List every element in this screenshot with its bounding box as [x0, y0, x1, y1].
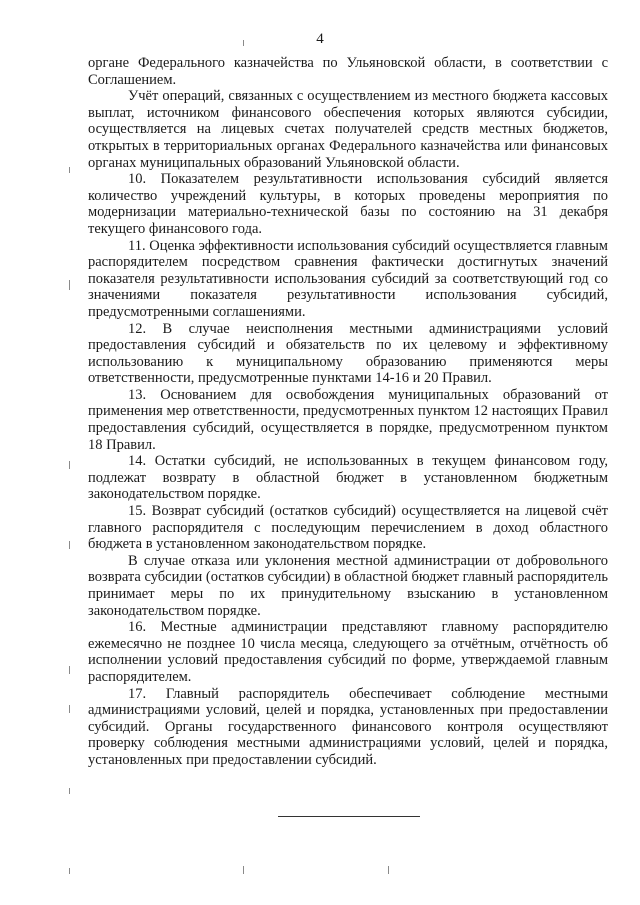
paragraph-cash-accounting: Учёт операций, связанных с осуществлением из местного бюджета кассовых выплат, источником финансового обеспечения которых являются субсидии, осуществляется на лицевых счетах получателей средств местных бюджетов, открытых в территориальных органах Федерального казначейства или финансовых органах муниципальных образований Ульяновской области. — [88, 88, 608, 171]
paragraph-refusal: В случае отказа или уклонения местной администрации от добровольного возврата субсидии (остатков субсидии) в областной бюджет главный распорядитель принимает меры по их принудительному взысканию в установленном законодательством порядке. — [88, 552, 608, 619]
paragraph-16: 16. Местные администрации представляют главному распорядителю ежемесячно не позднее 10 числа месяца, следующего за отчётным, отчётность об исполнении условий предоставления субсидий по форме, утверждаемой главным распорядителем. — [88, 619, 608, 685]
scan-mark — [69, 280, 70, 290]
paragraph-11: 11. Оценка эффективности использования субсидий осуществляется главным распорядителем посредством сравнения фактически достигнутых значений показателя результативности использования субсидий за соответствующий год со значениями показателя результативности использования субсидий, предусмотренными соглашениями. — [88, 237, 608, 320]
paragraph-10: 10. Показателем результативности использования субсидий является количество учреждений культуры, в которых проведены мероприятия по модернизации материально-технической базы по состоянию на 31 декабря текущего финансового года. — [88, 171, 608, 237]
paragraph-continuation: органе Федерального казначейства по Ульяновской области, в соответствии с Соглашением. — [88, 55, 608, 88]
scan-mark — [388, 866, 389, 874]
scan-mark — [243, 40, 244, 46]
scan-mark — [69, 541, 70, 549]
document-body — [88, 55, 608, 769]
page-number: 4 — [316, 31, 324, 47]
scan-mark — [243, 866, 244, 874]
paragraph-12: 12. В случае неисполнения местными администрациями условий предоставления субсидий и обязательств по их целевому и эффективному использованию к муниципальному образованию применяются меры ответственности, предусмотренные пунктами 14-16 и 20 Правил. — [88, 320, 608, 387]
paragraph-15: 15. Возврат субсидий (остатков субсидий) осуществляется на лицевой счёт главного распорядителя с последующим перечислением в доход областного бюджета в установленном законодательством порядке. — [88, 503, 608, 553]
scan-mark — [69, 167, 70, 173]
closing-rule — [278, 816, 420, 817]
paragraph-14: 14. Остатки субсидий, не использованных в текущем финансовом году, подлежат возврату в областной бюджет в установленном бюджетным законодательством порядке. — [88, 453, 608, 503]
scan-mark — [69, 788, 70, 794]
scan-mark — [69, 666, 70, 674]
paragraph-13: 13. Основанием для освобождения муниципальных образований от применения мер ответственности, предусмотренных пунктом 12 настоящих Правил предоставления субсидий, осуществляется в порядке, предусмотренном пунктом 18 Правил. — [88, 386, 608, 453]
scan-mark — [69, 868, 70, 874]
scan-mark — [69, 705, 70, 713]
scan-mark — [69, 461, 70, 469]
paragraph-17: 17. Главный распорядитель обеспечивает соблюдение местными администрациями условий, целей и порядка, установленных при предоставлении субсидий. Органы государственного финансового контроля осуществляют проверку соблюдения местными администрациями условий, целей и порядка, установленных при предоставлении субсидий. — [88, 685, 608, 768]
